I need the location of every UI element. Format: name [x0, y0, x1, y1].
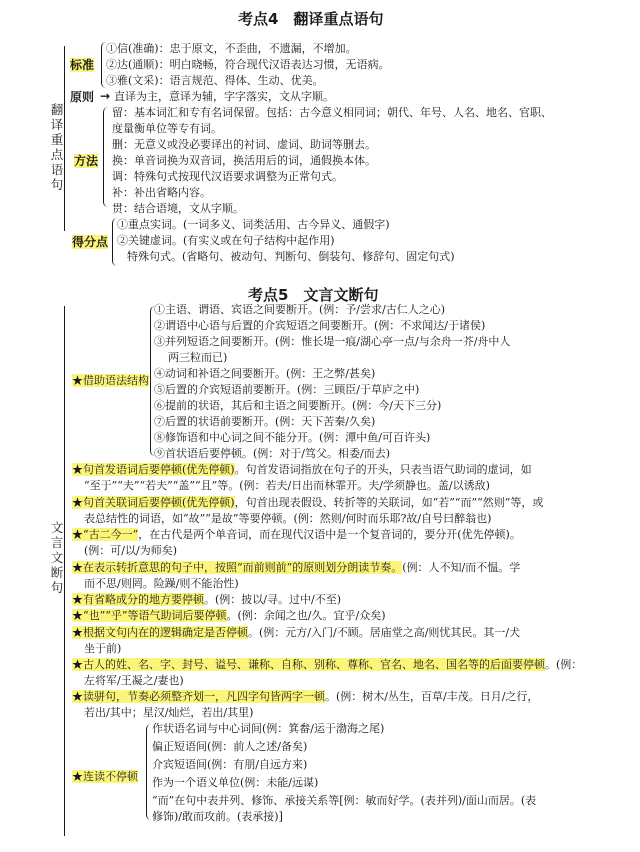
section5-main-brace	[64, 306, 65, 836]
rule-line: “至于”“夫”“若夫”“盖”“且”等。(例：若夫/日出而林霏开。夫/学须静也。盖/以诱敌)	[84, 479, 490, 492]
rule-line: 表总结性的词语，如“故”“是故”等要停顿。(例：然则/何时而乐耶?故/自号曰醉翁也)	[84, 512, 492, 525]
method-item-keep: 留：基本词汇和专有名词保留。包括：古今意义相同词；朝代、年号、人名、地名、官职、	[112, 106, 552, 119]
section4-title: 考点4 翻译重点语句	[238, 10, 384, 28]
method-brace	[103, 107, 108, 207]
pause-item-2: 偏正短语间(例：前人之述/备矣)	[152, 740, 308, 753]
rule-line: ★句首发语词后要停顿(优先停顿)。句首发语词指放在句子的开头，只表当语气助词的虚词，如	[72, 463, 532, 476]
pause-item-4: 作为一个语义单位(例：未能/远谋)	[152, 776, 319, 789]
rule-line: ★在表示转折意思的句子中，按照“而前则前”的原则划分朗读节奏。(例：人不知/而不愠。学	[72, 561, 521, 574]
rule-line: 坐于前)	[84, 642, 122, 655]
standard-item-1: ①信(准确)：忠于原文，不歪曲，不遗漏，不增加。	[106, 42, 357, 55]
grammar-label: ★借助语法结构	[72, 374, 149, 387]
standard-item-3: ③雅(文采)：语言规范、得体、生动、优美。	[106, 74, 324, 87]
grammar-item-8: ⑧修饰语和中心词之间不能分开。(例：潭中鱼/可百许头)	[154, 431, 431, 444]
scoring-item-2: ②关键虚词。(有实义或在句子结构中起作用)	[117, 234, 335, 247]
rule-line: 若出/其中；星汉/灿烂，若出/其里)	[84, 706, 254, 719]
principle-text: 直译为主，意译为辅，字字落实，文从字顺。	[114, 90, 334, 103]
pause-item-6: 修饰)/敢而攻前。(表承接)]	[152, 810, 283, 823]
rule-line: ★根据文句内在的逻辑确定是否停顿。(例：元方/入门/不顾。居庙堂之高/则忧其民。其一/犬	[72, 626, 521, 639]
method-item-supplement: 补：补出省略内容。	[112, 186, 211, 199]
rule-line: ★读骈句，节奏必须整齐划一，凡四字句皆两字一顿。(例：树木/丛生，百草/丰茂。日月/之行，	[72, 690, 539, 703]
scoring-item-3: 特殊句式。(省略句、被动句、判断句、倒装句、修辞句、固定句式)	[127, 250, 455, 263]
grammar-item-4: ④动词和补语之间要断开。(例：王之弊/甚矣)	[154, 367, 376, 380]
grammar-item-9: ⑨首状语后要停顿。(例：对于/笃父。相委/而去)	[154, 447, 390, 460]
rule-line: ★“也”“乎”等语气助词后要停顿。(例：余闻之也/久。宜乎/众矣)	[72, 609, 386, 622]
rule-line: ★“古二今一”，在古代是两个单音词，而在现代汉语中是一个复音词的，要分开(优先停顿)。	[72, 528, 521, 541]
section5-side-label: 文言文断句	[50, 520, 64, 595]
method-item-replace: 换：单音词换为双音词，换活用后的词，通假换本体。	[112, 154, 376, 167]
rule-line: ★古人的姓、名、字、封号、谥号、谦称、自称、别称、尊称、官名、地名、国名等的后面要停顿。(例：	[72, 658, 583, 671]
rule-line: 左将军/王凝之/妻也)	[84, 674, 184, 687]
pause-item-1: 作状语名词与中心词间(例：箕畚/运于渤海之尾)	[152, 722, 385, 735]
section4-main-brace	[64, 46, 65, 231]
method-item-connect: 贯：结合语境，文从字顺。	[112, 202, 244, 215]
method-item-keep-cont: 度量衡单位等专有词。	[112, 122, 222, 135]
grammar-item-3-cont: 两三粒而已)	[168, 351, 228, 364]
scoring-label: 得分点	[72, 235, 109, 249]
rule-line: ★有省略成分的地方要停顿。(例：披以/寻。过中/不至)	[72, 593, 341, 606]
grammar-item-1: ①主语、谓语、宾语之间要断开。(例：予/尝求/古仁人之心)	[154, 303, 445, 316]
method-item-adjust: 调：特殊句式按现代汉语要求调整为正常句式。	[112, 170, 343, 183]
method-item-delete: 删：无意义或没必要译出的衬词、虚词、助词等删去。	[112, 138, 376, 151]
grammar-item-6: ⑥提前的状语，其后和主语之间要断开。(例：今/天下三分)	[154, 399, 442, 412]
method-label: 方法	[74, 154, 99, 168]
rule-line: (例：可/以/为师矣)	[84, 544, 177, 557]
principle-arrow: →	[100, 89, 111, 103]
grammar-item-3: ③并列短语之间要断开。(例：惟长堤一痕/湖心亭一点/与余舟一芥/舟中人	[154, 335, 511, 348]
section5-title: 考点5 文言文断句	[248, 286, 379, 304]
pause-item-3: 介宾短语间(例：有朋/自远方来)	[152, 758, 308, 771]
standard-label: 标准	[70, 58, 95, 72]
section4-side-label: 翻译重点语句	[50, 102, 64, 192]
rule-line: 而不思/则罔。险躁/则不能治性)	[84, 577, 239, 590]
grammar-item-2: ②谓语中心语与后置的介宾短语之间要断开。(例：不求闻达/于诸侯)	[154, 319, 486, 332]
pause-brace	[146, 724, 151, 820]
pause-label: ★连读不停顿	[72, 770, 138, 783]
standard-item-2: ②达(通顺)：明白晓畅，符合现代汉语表达习惯，无语病。	[106, 58, 390, 71]
rule-line: ★句首关联词后要停顿(优先停顿)，句首出现表假设、转折等的关联词，如“若”“而”“然则”等，或	[72, 496, 544, 509]
grammar-item-7: ⑦后置的状语前要断开。(例：天下苦秦/久矣)	[154, 415, 376, 428]
principle-label: 原则	[70, 90, 95, 104]
scoring-item-1: ①重点实词。(一词多义、词类活用、古今异义、通假字)	[117, 218, 390, 231]
pause-item-5: “而”在句中表并列、修饰、承接关系等[例：敏而好学。(表并列)/面山而居。(表	[152, 794, 537, 807]
grammar-item-5: ⑤后置的介宾短语前要断开。(例：三顾臣/于草庐之中)	[154, 383, 420, 396]
